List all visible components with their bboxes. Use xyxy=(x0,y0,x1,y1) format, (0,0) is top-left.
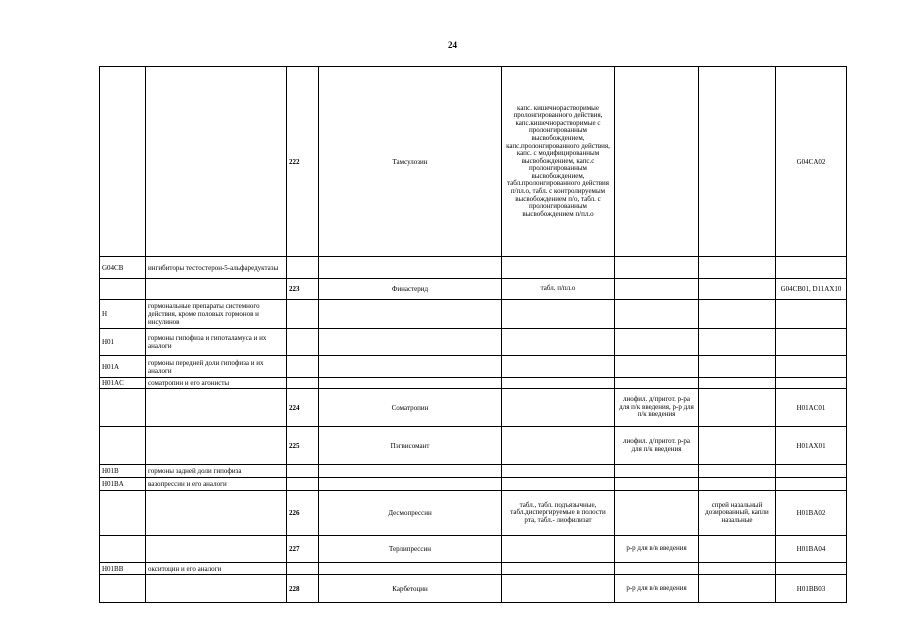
cell-group: гормоны задней доли гипофиза xyxy=(146,465,287,478)
table-row xyxy=(100,67,847,257)
cell-group xyxy=(146,427,287,465)
cell-form1 xyxy=(502,427,615,465)
table-row xyxy=(100,427,847,465)
cell-form2 xyxy=(615,478,699,491)
cell-form3 xyxy=(699,563,776,575)
cell-form1 xyxy=(502,575,615,603)
cell-num: 222 xyxy=(287,67,319,257)
cell-code xyxy=(100,279,146,300)
table-row xyxy=(100,575,847,603)
table-row xyxy=(100,563,847,575)
cell-form3 xyxy=(699,329,776,356)
cell-code xyxy=(100,491,146,536)
cell-form3 xyxy=(699,378,776,389)
cell-inn: Соматропин xyxy=(319,389,502,427)
cell-form3 xyxy=(699,575,776,603)
cell-form3 xyxy=(699,536,776,563)
cell-form3 xyxy=(699,300,776,329)
cell-code xyxy=(100,536,146,563)
cell-atc xyxy=(776,465,847,478)
cell-inn: Финастерид xyxy=(319,279,502,300)
cell-group: вазопрессин и его аналоги xyxy=(146,478,287,491)
cell-form2 xyxy=(615,491,699,536)
cell-num: 226 xyxy=(287,491,319,536)
table-row xyxy=(100,478,847,491)
cell-inn xyxy=(319,329,502,356)
cell-num xyxy=(287,329,319,356)
cell-num xyxy=(287,356,319,378)
cell-inn: Десмопрессин xyxy=(319,491,502,536)
cell-form3: спрей назальный дозированный, капли назальные xyxy=(699,491,776,536)
cell-num xyxy=(287,478,319,491)
cell-form3 xyxy=(699,389,776,427)
cell-atc xyxy=(776,257,847,279)
cell-form2 xyxy=(615,465,699,478)
cell-inn xyxy=(319,478,502,491)
cell-atc xyxy=(776,356,847,378)
cell-inn xyxy=(319,465,502,478)
cell-code xyxy=(100,389,146,427)
cell-code: G04CB xyxy=(100,257,146,279)
table-row xyxy=(100,465,847,478)
cell-form2 xyxy=(615,67,699,257)
cell-form1 xyxy=(502,257,615,279)
cell-group xyxy=(146,575,287,603)
cell-inn: Терлипрессин xyxy=(319,536,502,563)
cell-form1 xyxy=(502,356,615,378)
cell-form1 xyxy=(502,563,615,575)
cell-form3 xyxy=(699,427,776,465)
cell-atc xyxy=(776,329,847,356)
cell-code xyxy=(100,67,146,257)
cell-form1: табл., табл. подъязычные, табл.диспергируемые в полости рта, табл.- лиофилизат xyxy=(502,491,615,536)
cell-inn xyxy=(319,378,502,389)
cell-inn xyxy=(319,563,502,575)
cell-atc: H01BA02 xyxy=(776,491,847,536)
cell-form3 xyxy=(699,478,776,491)
cell-form2 xyxy=(615,329,699,356)
cell-code xyxy=(100,427,146,465)
cell-group xyxy=(146,67,287,257)
cell-code: H xyxy=(100,300,146,329)
cell-num xyxy=(287,378,319,389)
table-row xyxy=(100,279,847,300)
cell-group xyxy=(146,389,287,427)
cell-atc: G04CA02 xyxy=(776,67,847,257)
cell-code: H01BB xyxy=(100,563,146,575)
cell-inn xyxy=(319,257,502,279)
cell-form2: лиофил. д/пригот. р-ра для п/к введения xyxy=(615,427,699,465)
cell-group xyxy=(146,491,287,536)
table-row xyxy=(100,257,847,279)
cell-form1: капс. кишечнорастворимые пролонгированного действия, капс.кишечнорастворимые с пролонгированным высвобождением, капс.пролонгированного действия, капс. с модифицированным высвобождением, капс.с пролонгированным высвобождением, табл.пролонгированного действия п/пл.о, табл. с контролируемым высвобождением п/о, табл. с пролонгированным высвобождением п/пл.о xyxy=(502,67,615,257)
cell-form3 xyxy=(699,257,776,279)
cell-inn: Карбетоцин xyxy=(319,575,502,603)
cell-inn xyxy=(319,300,502,329)
cell-form2 xyxy=(615,279,699,300)
cell-num xyxy=(287,563,319,575)
cell-code: H01AC xyxy=(100,378,146,389)
cell-form1 xyxy=(502,536,615,563)
cell-inn xyxy=(319,356,502,378)
cell-atc xyxy=(776,563,847,575)
cell-form1 xyxy=(502,378,615,389)
cell-atc: H01AX01 xyxy=(776,427,847,465)
table-row xyxy=(100,329,847,356)
cell-code: H01 xyxy=(100,329,146,356)
drug-registry-table xyxy=(99,66,847,603)
cell-form2: р-р для в/в введения xyxy=(615,536,699,563)
cell-group: окситоцин и его аналоги xyxy=(146,563,287,575)
cell-code: H01A xyxy=(100,356,146,378)
cell-num: 228 xyxy=(287,575,319,603)
cell-code: H01BA xyxy=(100,478,146,491)
cell-code: H01B xyxy=(100,465,146,478)
cell-num: 224 xyxy=(287,389,319,427)
cell-num: 227 xyxy=(287,536,319,563)
page-number: 24 xyxy=(448,40,457,50)
cell-form2 xyxy=(615,378,699,389)
table-row xyxy=(100,491,847,536)
table-row xyxy=(100,378,847,389)
cell-form1 xyxy=(502,329,615,356)
table-row xyxy=(100,300,847,329)
table-row xyxy=(100,356,847,378)
table-row xyxy=(100,389,847,427)
cell-group: гормоны гипофиза и гипоталамуса и их аналоги xyxy=(146,329,287,356)
cell-form2 xyxy=(615,356,699,378)
cell-code xyxy=(100,575,146,603)
cell-atc xyxy=(776,478,847,491)
cell-group: гормональные препараты системного действия, кроме половых гормонов и инсулинов xyxy=(146,300,287,329)
cell-inn: Тамсулозин xyxy=(319,67,502,257)
cell-form3 xyxy=(699,67,776,257)
cell-form2 xyxy=(615,563,699,575)
cell-form3 xyxy=(699,465,776,478)
cell-form1: табл. п/пл.о xyxy=(502,279,615,300)
cell-inn: Пэгвисомант xyxy=(319,427,502,465)
cell-num: 223 xyxy=(287,279,319,300)
cell-atc: H01BA04 xyxy=(776,536,847,563)
cell-atc xyxy=(776,300,847,329)
cell-form2: р-р для в/в введения xyxy=(615,575,699,603)
cell-form1 xyxy=(502,389,615,427)
cell-atc: G04CB01, D11AX10 xyxy=(776,279,847,300)
cell-form2 xyxy=(615,300,699,329)
cell-atc: H01AC01 xyxy=(776,389,847,427)
cell-group xyxy=(146,536,287,563)
cell-atc xyxy=(776,378,847,389)
cell-group: соматропин и его агонисты xyxy=(146,378,287,389)
cell-form1 xyxy=(502,478,615,491)
cell-num xyxy=(287,300,319,329)
cell-atc: H01BB03 xyxy=(776,575,847,603)
cell-form1 xyxy=(502,300,615,329)
table-row xyxy=(100,536,847,563)
cell-num xyxy=(287,465,319,478)
cell-group xyxy=(146,279,287,300)
cell-num xyxy=(287,257,319,279)
cell-group: ингибиторы тестостерон-5-альфаредуктазы xyxy=(146,257,287,279)
cell-form3 xyxy=(699,356,776,378)
cell-num: 225 xyxy=(287,427,319,465)
cell-group: гормоны передней доли гипофиза и их аналоги xyxy=(146,356,287,378)
cell-form2: лиофил. д/пригот. р-ра для п/к введения, р-р для п/к введения xyxy=(615,389,699,427)
cell-form2 xyxy=(615,257,699,279)
cell-form1 xyxy=(502,465,615,478)
cell-form3 xyxy=(699,279,776,300)
